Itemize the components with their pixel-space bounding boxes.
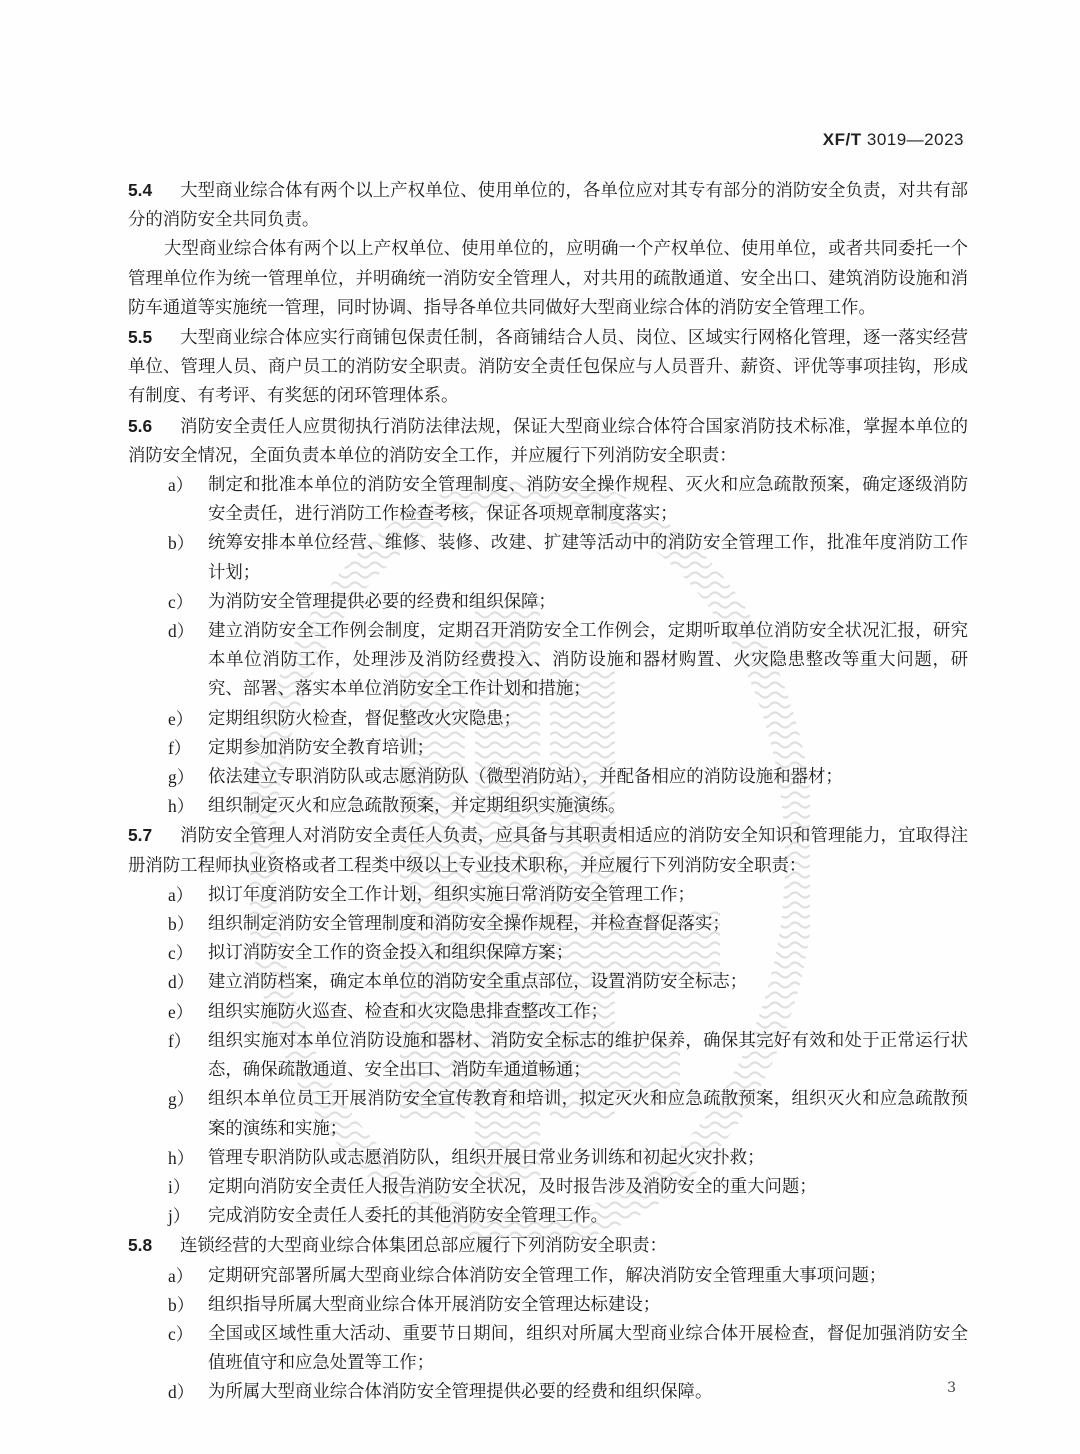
list-item xyxy=(128,588,968,617)
list-item-text: 完成消防安全责任人委托的其他消防安全管理工作。 xyxy=(208,1206,608,1227)
list-item-text: 组织制定灭火和应急疏散预案，并定期组织实施演练。 xyxy=(208,796,626,817)
list-item xyxy=(128,1291,968,1320)
list-item-text: 定期向消防安全责任人报告消防安全状况，及时报告涉及消防安全的重大问题； xyxy=(208,1176,817,1197)
list-item xyxy=(128,705,968,734)
list-item-label: d） xyxy=(168,621,195,642)
list-item-label: g） xyxy=(168,767,195,788)
list-item xyxy=(128,1262,968,1291)
list-item xyxy=(128,529,968,587)
clause-number: 5.6 xyxy=(128,415,153,436)
list-item-label: d） xyxy=(168,1382,195,1403)
list-item xyxy=(128,471,968,529)
standard-code-number: 3019—2023 xyxy=(866,130,964,149)
list-item xyxy=(128,881,968,910)
list-item xyxy=(128,998,968,1027)
list-item xyxy=(128,1202,968,1231)
standard-code xyxy=(823,130,964,150)
list-item-text: 拟订消防安全工作的资金投入和组织保障方案； xyxy=(208,943,574,964)
list-item-text: 拟订年度消防安全工作计划，组织实施日常消防安全管理工作； xyxy=(208,884,695,905)
list-item-text: 组织指导所属大型商业综合体开展消防安全管理达标建设； xyxy=(208,1294,661,1315)
list-item-text: 建立消防档案，确定本单位的消防安全重点部位，设置消防安全标志； xyxy=(208,972,748,993)
list-item xyxy=(128,939,968,968)
list-item-label: f） xyxy=(168,1030,192,1051)
list-item-label: b） xyxy=(168,533,195,554)
list-item-label: a） xyxy=(168,884,194,905)
clause-number: 5.5 xyxy=(128,327,153,348)
clause-text: 消防安全管理人对消防安全责任人负责，应具备与其职责相适应的消防安全知识和管理能力，宜取得注册消防工程师执业资格或者工程类中级以上专业技术职称，并应履行下列消防安全职责： xyxy=(128,826,968,876)
list-item xyxy=(128,792,968,821)
page-number: 3 xyxy=(947,1380,956,1396)
clause-text: 连锁经营的大型商业综合体集团总部应履行下列消防安全职责： xyxy=(180,1236,667,1257)
list-item-text: 建立消防安全工作例会制度，定期召开消防安全工作例会，定期听取单位消防安全状况汇报，研究本单位消防工作，处理涉及消防经费投入、消防设施和器材购置、火灾隐患整改等重大问题，研究、部署、落实本单位消防安全工作计划和措施； xyxy=(208,621,968,700)
list-item-label: e） xyxy=(168,708,194,729)
list-item-text: 依法建立专职消防队或志愿消防队（微型消防站），并配备相应的消防设施和器材； xyxy=(208,767,843,788)
list-item-label: b） xyxy=(168,914,195,935)
list-item-label: c） xyxy=(168,591,194,612)
list-item-text: 组织实施对本单位消防设施和器材、消防安全标志的维护保养，确保其完好有效和处于正常运行状态，确保疏散通道、安全出口、消防车通道畅通； xyxy=(208,1030,968,1081)
clause-paragraph xyxy=(128,323,968,412)
list-item xyxy=(128,1027,968,1085)
list-item-label: a） xyxy=(168,1265,194,1286)
list-item-label: a） xyxy=(168,475,194,496)
list-item-label: f） xyxy=(168,737,192,758)
list-item xyxy=(128,1320,968,1378)
list-item-text: 定期组织防火检查，督促整改火灾隐患； xyxy=(208,708,522,729)
list-item-text: 定期研究部署所属大型商业综合体消防安全管理工作，解决消防安全管理重大事项问题； xyxy=(208,1265,887,1286)
clause-paragraph xyxy=(128,176,968,235)
list-item-text: 制定和批准本单位的消防安全管理制度、消防安全操作规程、灭火和应急疏散预案，确定逐级消防安全责任，进行消防工作检查考核，保证各项规章制度落实； xyxy=(208,475,968,525)
list-item xyxy=(128,617,968,705)
list-item xyxy=(128,910,968,939)
list-item-label: i） xyxy=(168,1176,191,1197)
clause-number: 5.4 xyxy=(128,180,153,200)
list-item xyxy=(128,763,968,792)
clause-paragraph xyxy=(128,821,968,880)
list-item-label: g） xyxy=(168,1089,195,1110)
list-item-text: 全国或区域性重大活动、重要节日期间，组织对所属大型商业综合体开展检查，督促加强消防安全值班值守和应急处置等工作； xyxy=(208,1323,968,1374)
clause-text: 消防安全责任人应贯彻执行消防法律法规，保证大型商业综合体符合国家消防技术标准，掌握本单位的消防安全情况，全面负责本单位的消防安全工作，并应履行下列消防安全职责： xyxy=(128,416,968,466)
list-item-text: 组织制定消防安全管理制度和消防安全操作规程，并检查督促落实； xyxy=(208,914,730,935)
document-body xyxy=(128,176,968,1408)
list-item-label: c） xyxy=(168,943,194,964)
body-paragraph: 大型商业综合体有两个以上产权单位、使用单位的，应明确一个产权单位、使用单位，或者共同委托一个管理单位作为统一管理单位，并明确统一消防安全管理人，对共用的疏散通道、安全出口、建筑消防设施和消防车通道等实施统一管理，同时协调、指导各单位共同做好大型商业综合体的消防安全管理工作。 xyxy=(128,239,968,318)
list-item xyxy=(128,734,968,763)
list-item-text: 组织本单位员工开展消防安全宣传教育和培训，拟定灭火和应急疏散预案，组织灭火和应急疏散预案的演练和实施； xyxy=(208,1089,968,1139)
clause-text: 大型商业综合体有两个以上产权单位、使用单位的，各单位应对其专有部分的消防安全负责，对共有部分的消防安全共同负责。 xyxy=(128,181,968,231)
list-item-label: h） xyxy=(168,1147,195,1168)
list-item xyxy=(128,1173,968,1202)
clause-paragraph xyxy=(128,412,968,471)
list-item-label: e） xyxy=(168,1001,194,1022)
list-item xyxy=(128,1378,968,1407)
list-item-text: 统筹安排本单位经营、维修、装修、改建、扩建等活动中的消防安全管理工作，批准年度消防工作计划； xyxy=(208,533,968,583)
list-item-text: 管理专职消防队或志愿消防队，组织开展日常业务训练和初起火灾扑救； xyxy=(208,1147,765,1168)
list-item xyxy=(128,968,968,997)
list-item xyxy=(128,1085,968,1143)
clause-number: 5.7 xyxy=(128,825,153,846)
list-item-text: 定期参加消防安全教育培训； xyxy=(208,737,435,758)
list-item-text: 为所属大型商业综合体消防安全管理提供必要的经费和组织保障。 xyxy=(208,1382,713,1403)
clause-text: 大型商业综合体应实行商铺包保责任制，各商铺结合人员、岗位、区域实行网格化管理，逐一落实经营单位、管理人员、商户员工的消防安全职责。消防安全责任包保应与人员晋升、薪资、评优等事项挂钩，形成有制度、有考评、有奖惩的闭环管理体系。 xyxy=(128,328,968,407)
list-item xyxy=(128,1144,968,1173)
standard-code-prefix: XF/T xyxy=(822,130,862,149)
list-item-label: j） xyxy=(168,1206,191,1227)
clause-number: 5.8 xyxy=(128,1235,153,1256)
list-item-label: b） xyxy=(168,1294,195,1315)
list-item-text: 组织实施防火巡查、检查和火灾隐患排查整改工作； xyxy=(208,1001,608,1022)
clause-paragraph xyxy=(128,1231,968,1261)
list-item-label: d） xyxy=(168,972,195,993)
list-item-label: c） xyxy=(168,1323,194,1344)
list-item-text: 为消防安全管理提供必要的经费和组织保障； xyxy=(208,591,556,612)
list-item-label: h） xyxy=(168,796,195,817)
